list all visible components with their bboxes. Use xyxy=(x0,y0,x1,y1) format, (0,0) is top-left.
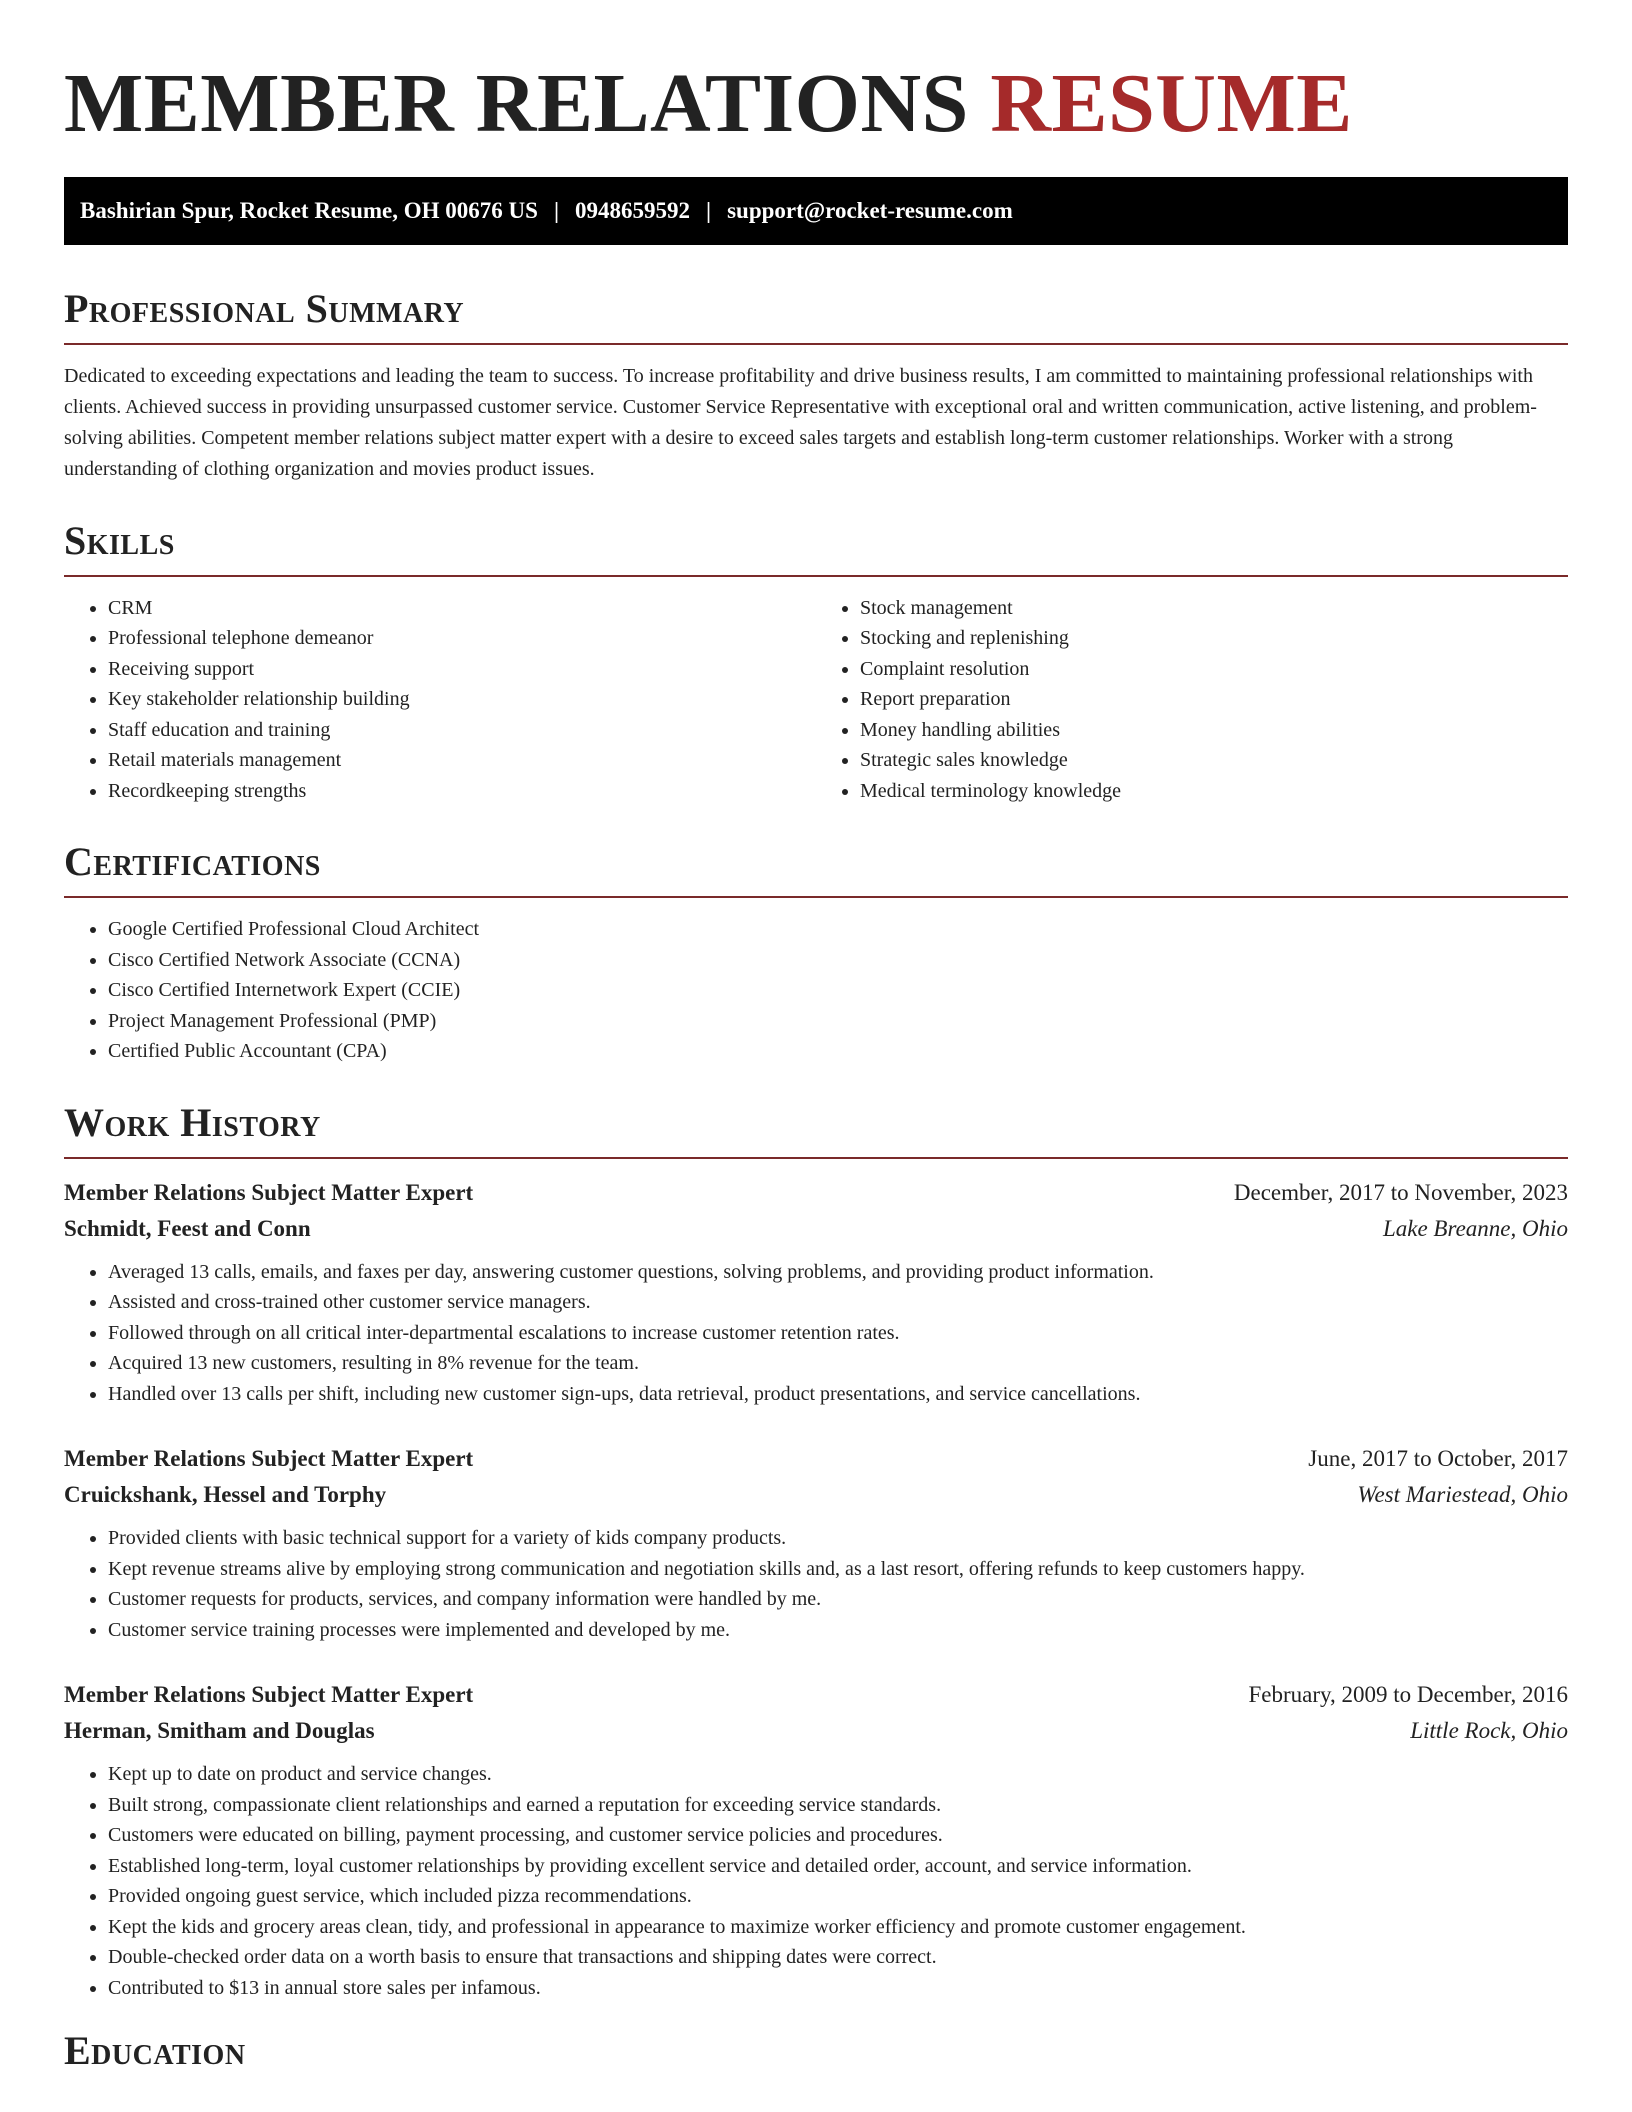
skill-item: • Money handling abilities xyxy=(860,715,1568,746)
contact-email: support@rocket-resume.com xyxy=(727,197,1013,223)
contact-separator: | xyxy=(706,197,712,223)
resume-title xyxy=(64,56,1568,153)
job-bullets xyxy=(64,1257,1568,1410)
certifications-heading: Certifications xyxy=(64,839,321,885)
job-company: Schmidt, Feest and Conn xyxy=(64,1215,311,1241)
job-entry xyxy=(64,1175,1568,1410)
skill-item: • Complaint resolution xyxy=(860,654,1568,685)
work-history-heading: Work History xyxy=(64,1099,321,1145)
contact-separator: | xyxy=(553,197,560,223)
section-divider xyxy=(64,1157,1568,1159)
job-entry xyxy=(64,1441,1568,1645)
job-entry xyxy=(64,1677,1568,2003)
section-divider xyxy=(64,343,1568,345)
job-bullet: • Kept up to date on product and service changes. xyxy=(108,1759,1568,1790)
skill-item: • Retail materials management xyxy=(108,745,816,776)
skill-item: • Receiving support xyxy=(108,654,816,685)
job-bullet: • Built strong, compassionate client relationships and earned a reputation for exceeding service standards. xyxy=(108,1790,1568,1821)
skills-section xyxy=(64,519,1568,807)
job-bullet: • Contributed to $13 in annual store sales per infamous. xyxy=(108,1973,1568,2004)
job-bullet: • Provided clients with basic technical support for a variety of kids company products. xyxy=(108,1523,1568,1554)
job-dates: February, 2009 to December, 2016 xyxy=(1248,1682,1568,1708)
skill-item: • Stock management xyxy=(860,593,1568,624)
certification-item: • Certified Public Accountant (CPA) xyxy=(108,1036,1568,1067)
title-main: MEMBER RELATIONS xyxy=(64,57,969,150)
job-title: Member Relations Subject Matter Expert xyxy=(64,1446,474,1472)
summary-section xyxy=(64,287,1568,485)
job-title: Member Relations Subject Matter Expert xyxy=(64,1682,474,1708)
contact-address: Bashirian Spur, Rocket Resume, OH 00676 US xyxy=(80,197,538,223)
job-location: West Mariestead, Ohio xyxy=(1357,1482,1568,1508)
section-divider xyxy=(64,896,1568,898)
skill-item: • Recordkeeping strengths xyxy=(108,776,816,807)
certification-item: • Cisco Certified Internetwork Expert (CCIE) xyxy=(108,975,1568,1006)
job-location: Lake Breanne, Ohio xyxy=(1382,1215,1568,1241)
education-heading: Education xyxy=(64,2028,246,2074)
job-bullet: • Double-checked order data on a worth basis to ensure that transactions and shipping dates were correct. xyxy=(108,1942,1568,1973)
job-dates: June, 2017 to October, 2017 xyxy=(1308,1446,1568,1472)
skills-heading: Skills xyxy=(64,517,175,563)
job-bullet: • Kept the kids and grocery areas clean, tidy, and professional in appearance to maximize worker efficiency and promote customer engagement. xyxy=(108,1912,1568,1943)
title-accent: RESUME xyxy=(990,57,1353,150)
job-title: Member Relations Subject Matter Expert xyxy=(64,1179,474,1205)
summary-heading: Professional Summary xyxy=(64,285,465,331)
job-bullet: • Established long-term, loyal customer relationships by providing excellent service and detailed order, account, and service information. xyxy=(108,1851,1568,1882)
skills-list-left xyxy=(64,593,816,807)
skill-item: • Staff education and training xyxy=(108,715,816,746)
job-bullet: • Averaged 13 calls, emails, and faxes per day, answering customer questions, solving problems, and providing product information. xyxy=(108,1257,1568,1288)
skill-item: • Strategic sales knowledge xyxy=(860,745,1568,776)
skills-columns xyxy=(64,593,1568,807)
skill-item: • Professional telephone demeanor xyxy=(108,623,816,654)
contact-phone: 0948659592 xyxy=(575,197,691,223)
job-dates: December, 2017 to November, 2023 xyxy=(1233,1179,1568,1205)
certification-item: • Project Management Professional (PMP) xyxy=(108,1006,1568,1037)
job-bullet: • Provided ongoing guest service, which included pizza recommendations. xyxy=(108,1881,1568,1912)
skill-item: • Medical terminology knowledge xyxy=(860,776,1568,807)
job-location: Little Rock, Ohio xyxy=(1410,1718,1568,1744)
job-bullet: • Kept revenue streams alive by employing strong communication and negotiation skills and, as a last resort, offering refunds to keep customers happy. xyxy=(108,1554,1568,1585)
job-bullet: • Customers were educated on billing, payment processing, and customer service policies and procedures. xyxy=(108,1820,1568,1851)
certifications-section xyxy=(64,840,1568,1067)
job-bullets xyxy=(64,1523,1568,1645)
job-bullet: • Assisted and cross-trained other customer service managers. xyxy=(108,1287,1568,1318)
job-bullet: • Handled over 13 calls per shift, including new customer sign-ups, data retrieval, product presentations, and service cancellations. xyxy=(108,1379,1568,1410)
skill-item: • CRM xyxy=(108,593,816,624)
summary-text: Dedicated to exceeding expectations and leading the team to success. To increase profitability and drive business results, I am committed to maintaining professional relationships with clients. Achieved success in providing unsurpassed customer service. Customer Service Representative with exceptional oral and written communication, active listening, and problem-solving abilities. Competent member relations subject matter expert with a desire to exceed sales targets and establish long-term customer relationships. Worker with a strong understanding of clothing organization and movies product issues. xyxy=(64,364,1537,480)
work-history-section xyxy=(64,1101,1568,2004)
certifications-list xyxy=(64,914,1568,1067)
job-bullet: • Followed through on all critical inter-departmental escalations to increase customer retention rates. xyxy=(108,1318,1568,1349)
contact-bar xyxy=(64,177,1568,245)
job-company: Herman, Smitham and Douglas xyxy=(64,1718,375,1744)
job-company: Cruickshank, Hessel and Torphy xyxy=(64,1482,387,1508)
skill-item: • Stocking and replenishing xyxy=(860,623,1568,654)
job-bullet: • Customer service training processes were implemented and developed by me. xyxy=(108,1615,1568,1646)
job-bullets xyxy=(64,1759,1568,2003)
section-divider xyxy=(64,575,1568,577)
skills-list-right xyxy=(816,593,1568,807)
education-section xyxy=(64,2029,1568,2073)
skill-item: • Key stakeholder relationship building xyxy=(108,684,816,715)
job-bullet: • Acquired 13 new customers, resulting in 8% revenue for the team. xyxy=(108,1348,1568,1379)
skill-item: • Report preparation xyxy=(860,684,1568,715)
job-bullet: • Customer requests for products, services, and company information were handled by me. xyxy=(108,1584,1568,1615)
certification-item: • Cisco Certified Network Associate (CCNA) xyxy=(108,945,1568,976)
certification-item: • Google Certified Professional Cloud Architect xyxy=(108,914,1568,945)
